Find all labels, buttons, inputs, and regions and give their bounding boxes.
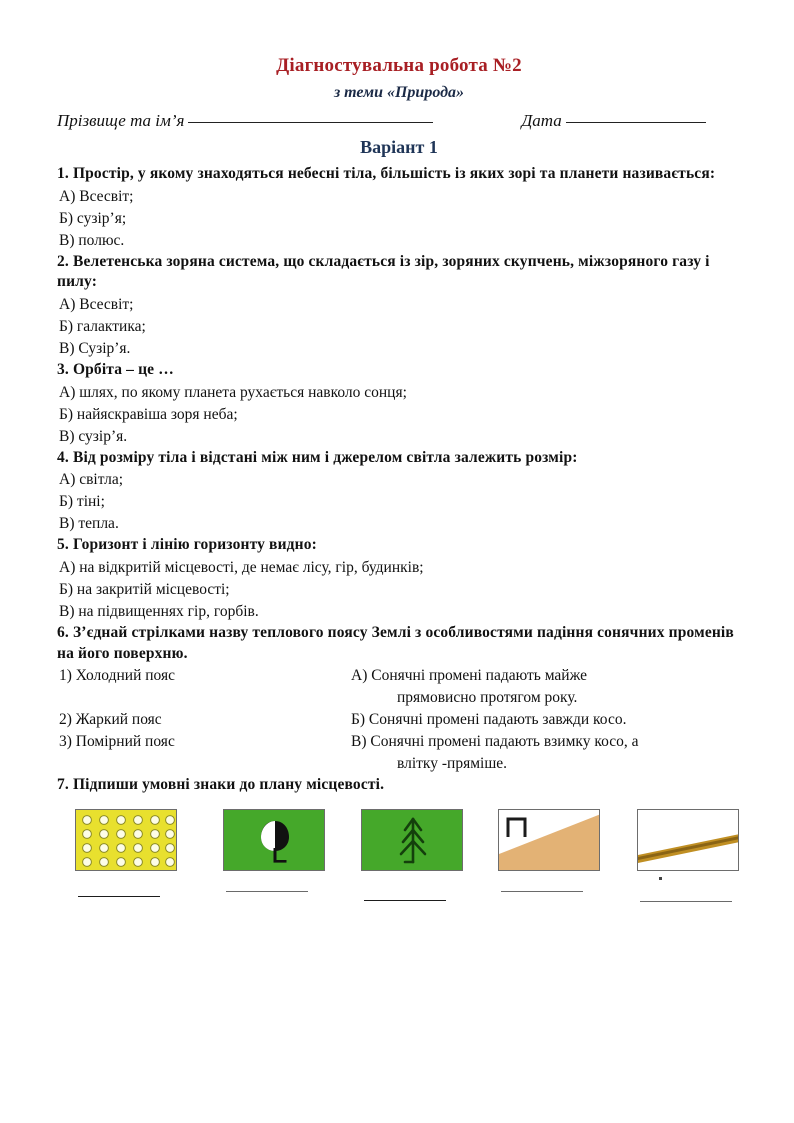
conifer-answer-line[interactable] [364, 900, 446, 901]
deciduous-symbol-box [223, 809, 325, 871]
sand-symbol-box [498, 809, 600, 871]
page-title: Діагностувальна робота №2 [276, 55, 522, 76]
question-6-stem: 6. З’єднай стрілками назву теплового поясу Землі з особливостями падіння сонячних променів на його поверхню. [57, 623, 734, 662]
dirt-road-answer-line[interactable] [640, 901, 732, 902]
dirt-road-symbol [637, 809, 739, 902]
name-date-row [57, 111, 741, 131]
student-name-field[interactable] [188, 122, 433, 123]
question-5-option-a[interactable]: А) на відкритій місцевості, де немає лісу, гір, будинків; [59, 558, 424, 576]
matching-right-c[interactable]: В) Сонячні промені падають взимку косо, а [351, 733, 639, 751]
matching-right-c-cont: влітку -пряміше. [397, 755, 508, 773]
matching-row [57, 665, 741, 687]
matching-right-a[interactable]: А) Сонячні промені падають майже [351, 667, 587, 685]
dirt-road-icon [638, 810, 739, 871]
matching-row [57, 731, 741, 753]
question-3 [57, 360, 741, 448]
question-1-option-a[interactable]: А) Всесвіт; [59, 187, 134, 205]
matching-left-3[interactable]: 3) Помірний пояс [59, 733, 175, 751]
question-2 [57, 252, 741, 360]
matching-right-b[interactable]: Б) Сонячні промені падають завжди косо. [351, 711, 627, 729]
stray-dot-mark [659, 877, 662, 880]
question-6 [57, 623, 741, 775]
student-name-label: Прізвище та ім’я [57, 111, 185, 131]
question-3-option-b[interactable]: Б) найяскравіша зоря неба; [59, 405, 238, 423]
matching-row-cont [57, 687, 741, 709]
question-2-option-a[interactable]: А) Всесвіт; [59, 296, 134, 314]
question-4-stem: 4. Від розміру тіла і відстані між ним і джерелом світла залежить розмір: [57, 448, 578, 466]
conifer-symbol-box [361, 809, 463, 871]
matching-left-blank [57, 753, 351, 775]
matching-row-cont [57, 753, 741, 775]
question-5-option-c[interactable]: В) на підвищеннях гір, горбів. [59, 602, 259, 620]
orchard-icon [76, 810, 177, 871]
dirt-road-symbol-box [637, 809, 739, 871]
question-4-option-a[interactable]: А) світла; [59, 471, 124, 489]
matching-row [57, 709, 741, 731]
question-3-stem: 3. Орбіта – це … [57, 361, 174, 379]
question-1-option-c[interactable]: В) полюс. [59, 231, 125, 249]
matching-table [57, 665, 741, 775]
deciduous-forest-symbol [223, 809, 325, 892]
question-2-option-c[interactable]: В) Сузір’я. [59, 340, 131, 358]
sand-symbol [498, 809, 600, 892]
question-2-option-b[interactable]: Б) галактика; [59, 318, 146, 336]
question-3-option-a[interactable]: А) шлях, по якому планета рухається навколо сонця; [59, 383, 407, 401]
worksheet-content [57, 55, 741, 927]
question-1 [57, 164, 741, 252]
question-5-stem: 5. Горизонт і лінію горизонту видно: [57, 536, 317, 554]
deciduous-tree-icon [224, 810, 325, 871]
page-subtitle: з теми «Природа» [333, 83, 465, 101]
orchard-answer-line[interactable] [78, 896, 160, 897]
question-4-option-b[interactable]: Б) тіні; [59, 493, 105, 511]
matching-left-1[interactable]: 1) Холодний пояс [59, 667, 175, 685]
question-1-stem: 1. Простір, у якому знаходяться небесні тіла, більшість із яких зорі та планети називається: [57, 165, 716, 183]
question-2-stem: 2. Велетенська зоряна система, що складається із зір, зоряних скупчень, міжзоряного газу і пилу: [57, 252, 710, 291]
map-symbols-row [57, 809, 741, 927]
question-7-stem: 7. Підпиши умовні знаки до плану місцевості. [57, 776, 385, 794]
orchard-symbol [75, 809, 177, 897]
date-label: Дата [521, 111, 562, 131]
question-4 [57, 448, 741, 536]
orchard-symbol-box [75, 809, 177, 871]
sand-pi-icon [499, 810, 600, 871]
question-4-option-c[interactable]: В) тепла. [59, 515, 119, 533]
matching-left-2[interactable]: 2) Жаркий пояс [59, 711, 162, 729]
conifer-tree-icon [362, 810, 463, 871]
question-5 [57, 535, 741, 623]
date-field[interactable] [566, 122, 706, 123]
question-7 [57, 775, 741, 927]
question-5-option-b[interactable]: Б) на закритій місцевості; [59, 580, 230, 598]
question-1-option-b[interactable]: Б) сузір’я; [59, 209, 127, 227]
matching-right-a-cont: прямовисно протягом року. [397, 689, 578, 707]
question-3-option-c[interactable]: В) сузір’я. [59, 427, 128, 445]
deciduous-answer-line[interactable] [226, 891, 308, 892]
variant-title: Варіант 1 [360, 137, 438, 158]
coniferous-forest-symbol [361, 809, 463, 901]
matching-left-blank [57, 687, 351, 709]
sand-answer-line[interactable] [501, 891, 583, 892]
